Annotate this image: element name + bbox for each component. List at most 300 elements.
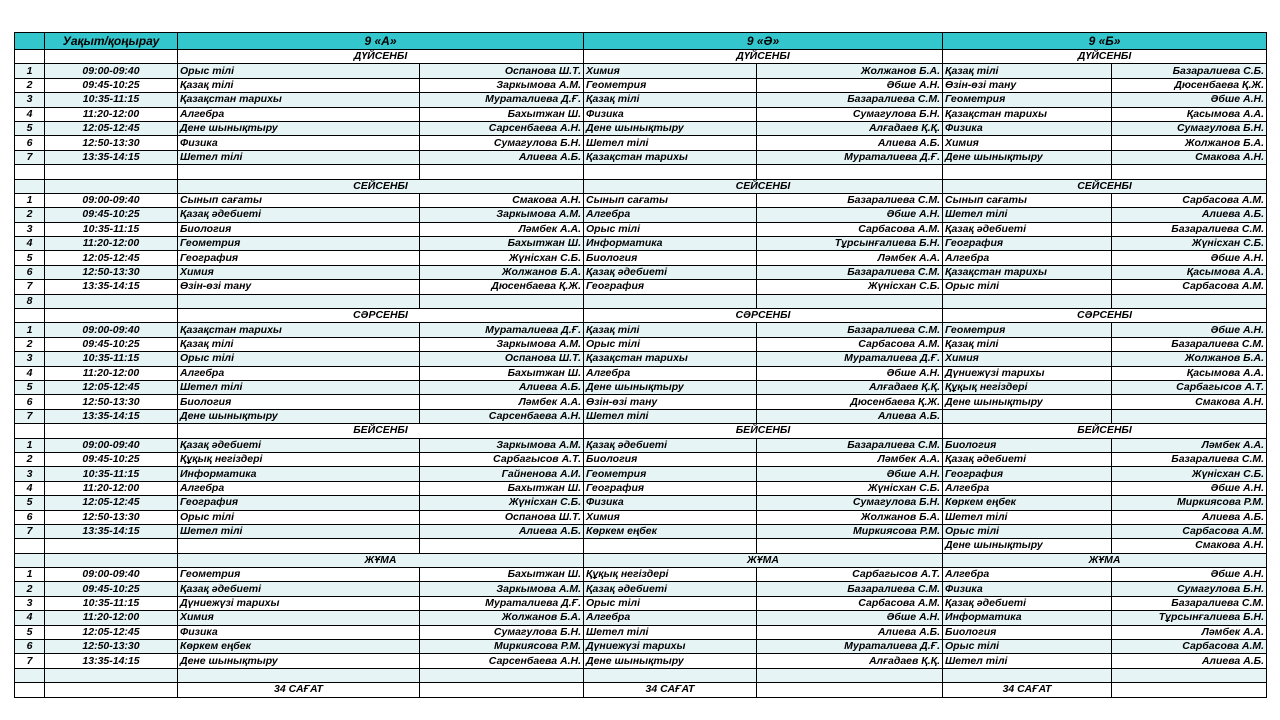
day-heading: ЖҰМА [178, 553, 584, 567]
lesson-time: 09:45-10:25 [45, 208, 178, 222]
teacher-9b: Қасымова А.А. [1112, 366, 1267, 380]
subject-9a: Физика [178, 136, 420, 150]
subject-9ae [584, 294, 757, 308]
subject-9ae: Көркем еңбек [584, 524, 757, 538]
lesson-number: 8 [15, 294, 45, 308]
day-heading: БЕЙСЕНБІ [178, 424, 584, 438]
subject-9ae: Физика [584, 496, 757, 510]
subject-9ae: Қазақ әдебиеті [584, 265, 757, 279]
subject-9ae: Қазақстан тарихы [584, 150, 757, 164]
lesson-number: 7 [15, 524, 45, 538]
subject-9a: Алгебра [178, 366, 420, 380]
lesson-time [45, 668, 178, 682]
total-hours: 34 САҒАТ [178, 683, 420, 697]
teacher-9b: Базаралиева С.М. [1112, 596, 1267, 610]
day-heading: СЕЙСЕНБІ [584, 179, 943, 193]
teacher-9a: Заркымова А.М. [420, 208, 584, 222]
footer-row [15, 683, 1267, 697]
teacher-9b: Жүнісхан С.Б. [1112, 237, 1267, 251]
subject-9a: Орыс тілі [178, 64, 420, 78]
lesson-number: 5 [15, 496, 45, 510]
lesson-time: 10:35-11:15 [45, 93, 178, 107]
teacher-9b: Алиева А.Б. [1112, 510, 1267, 524]
lesson-time: 09:00-09:40 [45, 64, 178, 78]
teacher-9b [1112, 409, 1267, 423]
lesson-number: 1 [15, 64, 45, 78]
teacher-9a: Заркымова А.М. [420, 78, 584, 92]
lesson-time: 10:35-11:15 [45, 352, 178, 366]
teacher-9ae [757, 668, 943, 682]
lesson-row [15, 352, 1267, 366]
subject-9a: Алгебра [178, 481, 420, 495]
teacher-9a: Миркиясова Р.М. [420, 640, 584, 654]
blank-cell [15, 179, 45, 193]
lesson-time: 12:05-12:45 [45, 121, 178, 135]
subject-9a: Сынып сағаты [178, 193, 420, 207]
subject-9b: Қазақстан тарихы [943, 265, 1112, 279]
day-heading: ДҮЙСЕНБІ [584, 50, 943, 64]
lesson-row [15, 337, 1267, 351]
lesson-number: 6 [15, 640, 45, 654]
lesson-time: 13:35-14:15 [45, 150, 178, 164]
lesson-row [15, 366, 1267, 380]
lesson-row [15, 136, 1267, 150]
subject-9b [943, 668, 1112, 682]
teacher-9a: Оспанова Ш.Т. [420, 352, 584, 366]
teacher-9b: Смакова А.Н. [1112, 395, 1267, 409]
lesson-time: 12:50-13:30 [45, 136, 178, 150]
subject-9ae: Шетел тілі [584, 409, 757, 423]
subject-9b [943, 294, 1112, 308]
lesson-time: 09:00-09:40 [45, 438, 178, 452]
teacher-9b: Смакова А.Н. [1112, 150, 1267, 164]
subject-9a: Химия [178, 265, 420, 279]
teacher-9a: Мураталиева Д.Ғ. [420, 93, 584, 107]
subject-9ae: Дене шынықтыру [584, 654, 757, 668]
lesson-number: 7 [15, 150, 45, 164]
subject-9ae: Қазақстан тарихы [584, 352, 757, 366]
teacher-9a: Сарсенбаева А.Н. [420, 654, 584, 668]
lesson-number: 2 [15, 582, 45, 596]
subject-9b: Химия [943, 352, 1112, 366]
teacher-9ae [757, 165, 943, 179]
schedule-table [14, 32, 1267, 698]
lesson-row [15, 78, 1267, 92]
subject-9ae: Химия [584, 64, 757, 78]
lesson-row [15, 237, 1267, 251]
teacher-9ae: Сарбагысов А.Т. [757, 568, 943, 582]
subject-9a: Қазақстан тарихы [178, 93, 420, 107]
lesson-number: 7 [15, 654, 45, 668]
teacher-9ae: Әбше А.Н. [757, 78, 943, 92]
lesson-time: 11:20-12:00 [45, 237, 178, 251]
teacher-9ae: Жүнісхан С.Б. [757, 481, 943, 495]
teacher-9b: Базаралиева С.М. [1112, 222, 1267, 236]
teacher-9b: Сумагулова Б.Н. [1112, 121, 1267, 135]
teacher-9ae: Ләмбек А.А. [757, 452, 943, 466]
teacher-9b: Дюсенбаева Қ.Ж. [1112, 78, 1267, 92]
day-heading: СӘРСЕНБІ [943, 309, 1267, 323]
subject-9b: Шетел тілі [943, 654, 1112, 668]
lesson-time: 12:05-12:45 [45, 625, 178, 639]
teacher-9a [420, 668, 584, 682]
teacher-9ae: Сумагулова Б.Н. [757, 496, 943, 510]
subject-9b: Алгебра [943, 251, 1112, 265]
teacher-9a: Жолжанов Б.А. [420, 611, 584, 625]
teacher-9ae: Алғадаев Қ.Қ. [757, 654, 943, 668]
subject-9ae: Химия [584, 510, 757, 524]
lesson-number: 6 [15, 395, 45, 409]
subject-9b: Қазақ тілі [943, 64, 1112, 78]
teacher-9b [1112, 165, 1267, 179]
lesson-time: 09:45-10:25 [45, 337, 178, 351]
subject-9b: Физика [943, 121, 1112, 135]
subject-9ae: Шетел тілі [584, 136, 757, 150]
subject-9ae: Геометрия [584, 467, 757, 481]
subject-9ae: Орыс тілі [584, 337, 757, 351]
subject-9a: Физика [178, 625, 420, 639]
blank-cell [15, 424, 45, 438]
subject-9a: Алгебра [178, 107, 420, 121]
lesson-row [15, 481, 1267, 495]
teacher-9a: Сарсенбаева А.Н. [420, 409, 584, 423]
subject-9b: Қазақ тілі [943, 337, 1112, 351]
teacher-9a: Бахытжан Ш. [420, 568, 584, 582]
teacher-9ae: Мураталиева Д.Ғ. [757, 352, 943, 366]
lesson-row [15, 93, 1267, 107]
total-hours: 34 САҒАТ [584, 683, 757, 697]
subject-9b: Орыс тілі [943, 640, 1112, 654]
schedule-body [15, 33, 1267, 698]
teacher-9ae: Миркиясова Р.М. [757, 524, 943, 538]
subject-9ae: Қазақ әдебиеті [584, 438, 757, 452]
subject-9a: Химия [178, 611, 420, 625]
subject-9a: Дене шынықтыру [178, 121, 420, 135]
lesson-number: 2 [15, 208, 45, 222]
teacher-9ae [757, 539, 943, 553]
lesson-number: 4 [15, 237, 45, 251]
lesson-row [15, 611, 1267, 625]
subject-9b: Химия [943, 136, 1112, 150]
teacher-9ae: Тұрсынғалиева Б.Н. [757, 237, 943, 251]
teacher-9ae: Жолжанов Б.А. [757, 64, 943, 78]
teacher-9ae: Базаралиева С.М. [757, 193, 943, 207]
subject-9b: Информатика [943, 611, 1112, 625]
subject-9ae: Қазақ тілі [584, 93, 757, 107]
subject-9a: Шетел тілі [178, 380, 420, 394]
subject-9ae: Құқық негіздері [584, 568, 757, 582]
lesson-time: 12:05-12:45 [45, 496, 178, 510]
subject-9b: Алгебра [943, 568, 1112, 582]
lesson-time: 13:35-14:15 [45, 280, 178, 294]
lesson-time: 13:35-14:15 [45, 654, 178, 668]
teacher-9ae: Базаралиева С.М. [757, 323, 943, 337]
lesson-time: 09:45-10:25 [45, 78, 178, 92]
subject-9ae [584, 539, 757, 553]
teacher-9a: Сарбагысов А.Т. [420, 452, 584, 466]
lesson-number: 2 [15, 452, 45, 466]
teacher-9b: Базаралиева С.Б. [1112, 64, 1267, 78]
subject-9ae: Физика [584, 107, 757, 121]
subject-9ae: Дене шынықтыру [584, 121, 757, 135]
teacher-9b: Әбше А.Н. [1112, 568, 1267, 582]
lesson-row [15, 121, 1267, 135]
lesson-number: 5 [15, 121, 45, 135]
lesson-number: 4 [15, 366, 45, 380]
teacher-9ae [757, 294, 943, 308]
lesson-row [15, 294, 1267, 308]
lesson-row [15, 582, 1267, 596]
day-heading: ДҮЙСЕНБІ [178, 50, 584, 64]
teacher-9b: Алиева А.Б. [1112, 654, 1267, 668]
subject-9b: Дене шынықтыру [943, 150, 1112, 164]
lesson-row [15, 323, 1267, 337]
teacher-9ae: Базаралиева С.М. [757, 93, 943, 107]
teacher-9b: Смакова А.Н. [1112, 539, 1267, 553]
subject-9b: Қазақ әдебиеті [943, 452, 1112, 466]
subject-9b: Сынып сағаты [943, 193, 1112, 207]
subject-9b: Қазақ әдебиеті [943, 222, 1112, 236]
subject-9a [178, 668, 420, 682]
lesson-row [15, 208, 1267, 222]
teacher-9b: Сарбагысов А.Т. [1112, 380, 1267, 394]
blank-cell [420, 683, 584, 697]
lesson-number: 3 [15, 467, 45, 481]
subject-9b: Құқық негіздері [943, 380, 1112, 394]
teacher-9a: Жүнісхан С.Б. [420, 496, 584, 510]
day-row [15, 179, 1267, 193]
lesson-time: 13:35-14:15 [45, 524, 178, 538]
teacher-9a: Оспанова Ш.Т. [420, 64, 584, 78]
lesson-time: 11:20-12:00 [45, 481, 178, 495]
header-num [15, 33, 45, 50]
subject-9b: Орыс тілі [943, 524, 1112, 538]
teacher-9a [420, 539, 584, 553]
subject-9a: Орыс тілі [178, 352, 420, 366]
teacher-9ae: Базаралиева С.М. [757, 438, 943, 452]
subject-9b: Геометрия [943, 323, 1112, 337]
lesson-time: 09:00-09:40 [45, 193, 178, 207]
blank-cell [15, 683, 45, 697]
lesson-time [45, 165, 178, 179]
lesson-row [15, 64, 1267, 78]
lesson-number [15, 668, 45, 682]
header-row [15, 33, 1267, 50]
lesson-number: 5 [15, 251, 45, 265]
lesson-row [15, 165, 1267, 179]
teacher-9ae: Алғадаев Қ.Қ. [757, 121, 943, 135]
subject-9b: Қазақ әдебиеті [943, 596, 1112, 610]
subject-9a: Құқық негіздері [178, 452, 420, 466]
lesson-row [15, 496, 1267, 510]
subject-9ae [584, 165, 757, 179]
day-heading: СӘРСЕНБІ [584, 309, 943, 323]
subject-9ae: Геометрия [584, 78, 757, 92]
teacher-9b: Сумагулова Б.Н. [1112, 582, 1267, 596]
teacher-9a: Бахытжан Ш. [420, 107, 584, 121]
teacher-9b: Сарбасова А.М. [1112, 280, 1267, 294]
lesson-row [15, 668, 1267, 682]
teacher-9a: Дюсенбаева Қ.Ж. [420, 280, 584, 294]
day-heading: СӘРСЕНБІ [178, 309, 584, 323]
subject-9a: Дене шынықтыру [178, 654, 420, 668]
teacher-9b: Әбше А.Н. [1112, 481, 1267, 495]
subject-9ae: География [584, 280, 757, 294]
teacher-9b: Жүнісхан С.Б. [1112, 467, 1267, 481]
teacher-9b: Сарбасова А.М. [1112, 640, 1267, 654]
lesson-row [15, 524, 1267, 538]
teacher-9a: Сумагулова Б.Н. [420, 136, 584, 150]
teacher-9b [1112, 294, 1267, 308]
day-heading: ДҮЙСЕНБІ [943, 50, 1267, 64]
teacher-9a: Заркымова А.М. [420, 582, 584, 596]
subject-9b: Дүниежүзі тарихы [943, 366, 1112, 380]
subject-9b: Шетел тілі [943, 510, 1112, 524]
day-heading: ЖҰМА [584, 553, 943, 567]
subject-9ae: Алгебра [584, 208, 757, 222]
teacher-9a: Бахытжан Ш. [420, 481, 584, 495]
subject-9a [178, 539, 420, 553]
teacher-9b [1112, 668, 1267, 682]
teacher-9ae: Сарбасова А.М. [757, 596, 943, 610]
subject-9ae [584, 668, 757, 682]
teacher-9b: Алиева А.Б. [1112, 208, 1267, 222]
teacher-9ae: Әбше А.Н. [757, 611, 943, 625]
lesson-time: 09:45-10:25 [45, 582, 178, 596]
day-heading: БЕЙСЕНБІ [943, 424, 1267, 438]
lesson-row [15, 452, 1267, 466]
teacher-9ae: Алиева А.Б. [757, 409, 943, 423]
teacher-9a: Смакова А.Н. [420, 193, 584, 207]
teacher-9ae: Алғадаев Қ.Қ. [757, 380, 943, 394]
subject-9a: Дүниежүзі тарихы [178, 596, 420, 610]
teacher-9ae: Мураталиева Д.Ғ. [757, 150, 943, 164]
teacher-9a: Мураталиева Д.Ғ. [420, 323, 584, 337]
class-header: 9 «Б» [943, 33, 1267, 50]
subject-9ae: Информатика [584, 237, 757, 251]
teacher-9ae: Базаралиева С.М. [757, 582, 943, 596]
lesson-time: 12:50-13:30 [45, 265, 178, 279]
lesson-time: 10:35-11:15 [45, 596, 178, 610]
blank-cell [45, 424, 178, 438]
teacher-9a: Алиева А.Б. [420, 150, 584, 164]
teacher-9a: Бахытжан Ш. [420, 237, 584, 251]
subject-9a: Дене шынықтыру [178, 409, 420, 423]
lesson-row [15, 539, 1267, 553]
lesson-row [15, 251, 1267, 265]
lesson-number: 3 [15, 352, 45, 366]
lesson-number: 4 [15, 611, 45, 625]
lesson-time [45, 294, 178, 308]
blank-cell [45, 50, 178, 64]
subject-9ae: Қазақ әдебиеті [584, 582, 757, 596]
lesson-number: 1 [15, 438, 45, 452]
subject-9b [943, 409, 1112, 423]
lesson-time: 12:50-13:30 [45, 510, 178, 524]
lesson-number: 6 [15, 510, 45, 524]
lesson-row [15, 395, 1267, 409]
teacher-9b: Сарбасова А.М. [1112, 524, 1267, 538]
lesson-time: 12:50-13:30 [45, 395, 178, 409]
subject-9b: Өзін-өзі тану [943, 78, 1112, 92]
subject-9b: Алгебра [943, 481, 1112, 495]
lesson-row [15, 510, 1267, 524]
teacher-9a: Заркымова А.М. [420, 438, 584, 452]
subject-9a: Қазақстан тарихы [178, 323, 420, 337]
lesson-number: 6 [15, 265, 45, 279]
lesson-time: 09:00-09:40 [45, 568, 178, 582]
subject-9a: Шетел тілі [178, 150, 420, 164]
lesson-time: 10:35-11:15 [45, 222, 178, 236]
lesson-row [15, 596, 1267, 610]
blank-cell [45, 553, 178, 567]
day-heading: БЕЙСЕНБІ [584, 424, 943, 438]
day-row [15, 424, 1267, 438]
teacher-9ae: Сарбасова А.М. [757, 337, 943, 351]
lesson-row [15, 380, 1267, 394]
total-hours: 34 САҒАТ [943, 683, 1112, 697]
subject-9b: Физика [943, 582, 1112, 596]
teacher-9b: Базаралиева С.М. [1112, 337, 1267, 351]
lesson-number: 4 [15, 481, 45, 495]
lesson-number: 1 [15, 193, 45, 207]
day-heading: ЖҰМА [943, 553, 1267, 567]
subject-9ae: Биология [584, 452, 757, 466]
teacher-9a: Бахытжан Ш. [420, 366, 584, 380]
lesson-number: 1 [15, 323, 45, 337]
teacher-9ae: Дюсенбаева Қ.Ж. [757, 395, 943, 409]
teacher-9a: Жүнісхан С.Б. [420, 251, 584, 265]
subject-9a: Көркем еңбек [178, 640, 420, 654]
teacher-9ae: Әбше А.Н. [757, 366, 943, 380]
blank-cell [45, 179, 178, 193]
teacher-9a: Заркымова А.М. [420, 337, 584, 351]
subject-9b: География [943, 237, 1112, 251]
blank-cell [15, 50, 45, 64]
teacher-9a: Алиева А.Б. [420, 380, 584, 394]
day-heading: СЕЙСЕНБІ [178, 179, 584, 193]
teacher-9a: Оспанова Ш.Т. [420, 510, 584, 524]
subject-9ae: Дүниежүзі тарихы [584, 640, 757, 654]
lesson-number: 1 [15, 568, 45, 582]
lesson-row [15, 568, 1267, 582]
subject-9b: География [943, 467, 1112, 481]
subject-9ae: Сынып сағаты [584, 193, 757, 207]
subject-9a: Өзін-өзі тану [178, 280, 420, 294]
teacher-9ae: Мураталиева Д.Ғ. [757, 640, 943, 654]
subject-9ae: Алгебра [584, 611, 757, 625]
subject-9ae: Орыс тілі [584, 222, 757, 236]
teacher-9ae: Ләмбек А.А. [757, 251, 943, 265]
subject-9a: Қазақ әдебиеті [178, 582, 420, 596]
teacher-9a: Сарсенбаева А.Н. [420, 121, 584, 135]
lesson-row [15, 265, 1267, 279]
subject-9ae: Өзін-өзі тану [584, 395, 757, 409]
blank-cell [45, 309, 178, 323]
lesson-number: 7 [15, 280, 45, 294]
lesson-row [15, 625, 1267, 639]
day-row [15, 309, 1267, 323]
lesson-time: 12:05-12:45 [45, 251, 178, 265]
teacher-9ae: Жүнісхан С.Б. [757, 280, 943, 294]
teacher-9a: Гайненова А.И. [420, 467, 584, 481]
teacher-9b: Миркиясова Р.М. [1112, 496, 1267, 510]
subject-9a: Орыс тілі [178, 510, 420, 524]
teacher-9b: Жолжанов Б.А. [1112, 136, 1267, 150]
teacher-9a: Ләмбек А.А. [420, 395, 584, 409]
lesson-row [15, 222, 1267, 236]
lesson-number [15, 539, 45, 553]
